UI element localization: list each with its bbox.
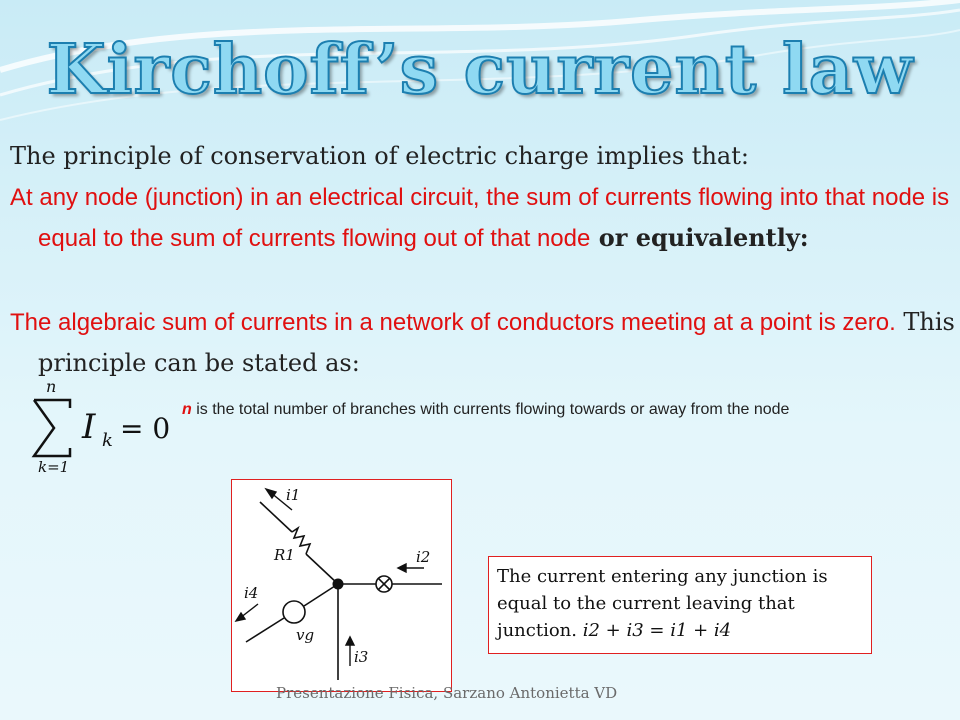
- label-i2: i2: [416, 548, 431, 566]
- wire-node-source: [304, 584, 338, 606]
- callout-box: [488, 556, 872, 654]
- statement-1: [10, 178, 958, 259]
- circuit-diagram: [231, 479, 452, 692]
- note-text: [182, 398, 902, 422]
- arrow-i3-head: [346, 637, 354, 645]
- sum-equation: [30, 378, 180, 474]
- label-r1: R1: [274, 546, 295, 564]
- arrow-i1-head: [266, 489, 276, 498]
- label-vg: vg: [296, 626, 315, 644]
- label-i1: i1: [286, 486, 301, 504]
- statement-1-text: At any node (junction) in an electrical circuit, the sum of currents flowing into that node is equal to the sum of currents flowing out of that node: [10, 184, 950, 252]
- voltage-source: [283, 601, 305, 623]
- intro-text: [10, 136, 930, 176]
- footer-text: Presentazione Fisica, Sarzano Antonietta VD: [276, 684, 618, 702]
- junction-node: [333, 579, 344, 590]
- intro-sentence: The principle of conservation of electric charge implies that:: [10, 142, 749, 170]
- statement-2-text: The algebraic sum of currents in a network of conductors meeting at a point is zero.: [10, 309, 896, 336]
- wire-source-left: [246, 618, 284, 642]
- slide-title: Kirchoff’s current law: [46, 30, 914, 110]
- callout-formula: i2 + i3 = i1 + i4: [582, 620, 732, 641]
- equation-lower-limit: k=1: [38, 458, 70, 474]
- equation-rhs: = 0: [120, 412, 171, 445]
- statement-2: [10, 302, 958, 384]
- sigma-symbol: [34, 400, 70, 456]
- circuit-svg: [232, 480, 450, 690]
- equation-body: I: [82, 407, 96, 447]
- label-i3: i3: [354, 648, 369, 666]
- statement-2-tail: This principle can be stated as:: [38, 308, 955, 377]
- equation-subscript: k: [102, 430, 113, 451]
- arrow-i4-head: [236, 613, 245, 621]
- arrow-i2-head: [398, 564, 406, 572]
- label-i4: i4: [244, 584, 259, 602]
- equation-upper-limit: n: [46, 378, 57, 396]
- or-equivalently: or equivalently:: [590, 223, 809, 252]
- note-body: is the total number of branches with currents flowing towards or away from the node: [191, 401, 790, 418]
- wire-resistor-node: [306, 554, 338, 584]
- callout-text: The current entering any junction is equal to the current leaving that junction.: [497, 566, 828, 641]
- note-n: n: [182, 401, 192, 418]
